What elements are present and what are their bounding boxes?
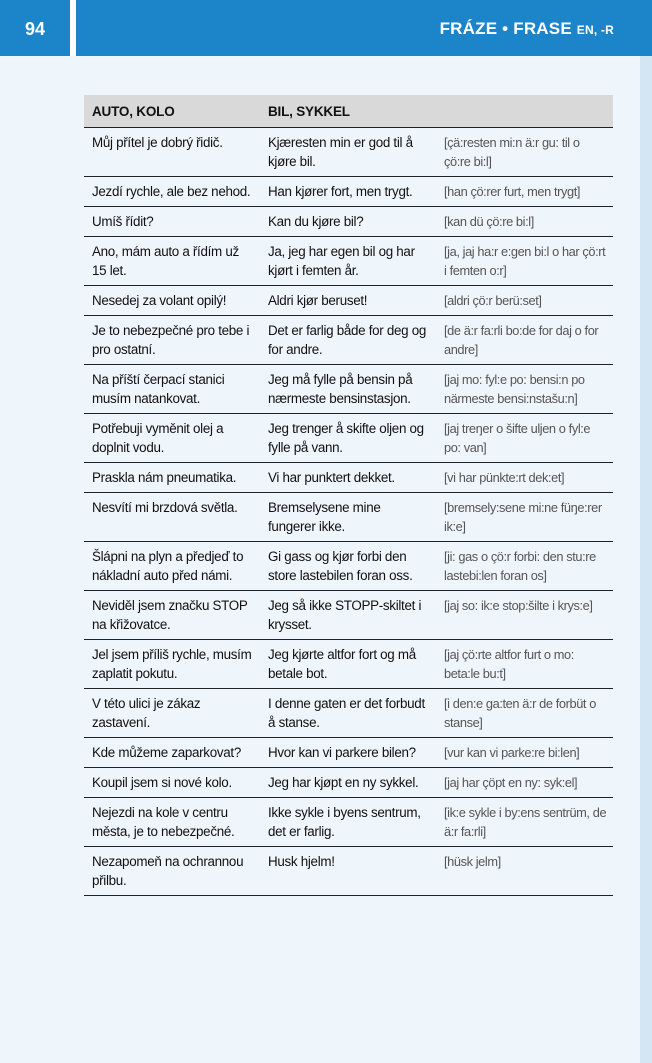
pronunciation: [çä:resten mi:n ä:r gu: til o çö:re bi:l] xyxy=(436,128,613,177)
pronunciation: [jaj çö:rte altfor furt o mo: beta:le bu:t] xyxy=(436,640,613,689)
column-header-czech: AUTO, KOLO xyxy=(84,95,260,128)
pronunciation: [han çö:rer furt, men trygt] xyxy=(436,177,613,207)
page-number: 94 xyxy=(24,18,46,39)
norwegian-phrase: Han kjører fort, men trygt. xyxy=(260,177,436,207)
norwegian-phrase: Bremselysene mine fungerer ikke. xyxy=(260,493,436,542)
czech-phrase: V této ulici je zákaz zastavení. xyxy=(84,689,260,738)
norwegian-phrase: Jeg så ikke STOPP-skiltet i krysset. xyxy=(260,591,436,640)
pronunciation: [bremsely:sene mi:ne füŋe:rer ik:e] xyxy=(436,493,613,542)
pronunciation: [aldri çö:r berü:set] xyxy=(436,286,613,316)
czech-phrase: Neviděl jsem značku STOP na křižovatce. xyxy=(84,591,260,640)
table-row xyxy=(84,689,613,738)
norwegian-phrase: Aldri kjør beruset! xyxy=(260,286,436,316)
page-number-box xyxy=(0,0,76,56)
czech-phrase: Nesedej za volant opilý! xyxy=(84,286,260,316)
czech-phrase: Kde můžeme zaparkovat? xyxy=(84,738,260,768)
norwegian-phrase: Jeg må fylle på bensin på nærmeste bensinstasjon. xyxy=(260,365,436,414)
pronunciation: [jaj treŋer o šifte uljen o fyl:e po: van] xyxy=(436,414,613,463)
pronunciation: [jaj so: ik:e stop:šilte i krys:e] xyxy=(436,591,613,640)
table-row xyxy=(84,177,613,207)
czech-phrase: Koupil jsem si nové kolo. xyxy=(84,768,260,798)
norwegian-phrase: Vi har punktert dekket. xyxy=(260,463,436,493)
running-title-suffix: EN, -R xyxy=(576,23,614,37)
pronunciation: [ja, jaj ha:r e:gen bi:l o har çö:rt i femten o:r] xyxy=(436,237,613,286)
czech-phrase: Umíš řídit? xyxy=(84,207,260,237)
norwegian-phrase: Jeg har kjøpt en ny sykkel. xyxy=(260,768,436,798)
norwegian-phrase: Husk hjelm! xyxy=(260,847,436,896)
czech-phrase: Můj přítel je dobrý řidič. xyxy=(84,128,260,177)
table-row xyxy=(84,640,613,689)
czech-phrase: Na příští čerpací stanici musím natankovat. xyxy=(84,365,260,414)
czech-phrase: Potřebuji vyměnit olej a doplnit vodu. xyxy=(84,414,260,463)
running-title-main: FRÁZE • FRASE xyxy=(439,19,572,38)
czech-phrase: Nesvítí mi brzdová světla. xyxy=(84,493,260,542)
pronunciation: [ji: gas o çö:r forbi: den stu:re lastebi:len foran os] xyxy=(436,542,613,591)
table-row xyxy=(84,463,613,493)
table-row xyxy=(84,591,613,640)
table-row xyxy=(84,316,613,365)
table-header-row xyxy=(84,95,613,128)
page-edge xyxy=(640,56,652,1063)
czech-phrase: Praskla nám pneumatika. xyxy=(84,463,260,493)
czech-phrase: Šlápni na plyn a předjeď to nákladní auto před námi. xyxy=(84,542,260,591)
pronunciation: [jaj har çöpt en ny: syk:el] xyxy=(436,768,613,798)
czech-phrase: Jel jsem příliš rychle, musím zaplatit pokutu. xyxy=(84,640,260,689)
table-row xyxy=(84,414,613,463)
table-row xyxy=(84,493,613,542)
pronunciation: [vi har pünkte:rt dek:et] xyxy=(436,463,613,493)
norwegian-phrase: Hvor kan vi parkere bilen? xyxy=(260,738,436,768)
norwegian-phrase: Kjæresten min er god til å kjøre bil. xyxy=(260,128,436,177)
pronunciation: [de ä:r fa:rli bo:de for daj o for andre] xyxy=(436,316,613,365)
table-row xyxy=(84,798,613,847)
norwegian-phrase: Det er farlig både for deg og for andre. xyxy=(260,316,436,365)
table-row xyxy=(84,768,613,798)
table-row xyxy=(84,128,613,177)
table-row xyxy=(84,286,613,316)
column-header-norwegian: BIL, SYKKEL xyxy=(260,95,436,128)
table-row xyxy=(84,738,613,768)
pronunciation: [jaj mo: fyl:e po: bensi:n po närmeste bensi:nstašu:n] xyxy=(436,365,613,414)
table-row xyxy=(84,207,613,237)
czech-phrase: Jezdí rychle, ale bez nehod. xyxy=(84,177,260,207)
norwegian-phrase: I denne gaten er det forbudt å stanse. xyxy=(260,689,436,738)
table-row xyxy=(84,237,613,286)
norwegian-phrase: Kan du kjøre bil? xyxy=(260,207,436,237)
norwegian-phrase: Gi gass og kjør forbi den store lastebilen foran oss. xyxy=(260,542,436,591)
running-title xyxy=(440,19,614,39)
pronunciation: [ik:e sykle i by:ens sentrüm, de ä:r fa:rli] xyxy=(436,798,613,847)
pronunciation: [vur kan vi parke:re bi:len] xyxy=(436,738,613,768)
pronunciation: [hüsk jelm] xyxy=(436,847,613,896)
norwegian-phrase: Jeg trenger å skifte oljen og fylle på vann. xyxy=(260,414,436,463)
table-row xyxy=(84,542,613,591)
column-header-pronunciation xyxy=(436,95,613,128)
table-row xyxy=(84,365,613,414)
pronunciation: [i den:e ga:ten ä:r de forbüt o stanse] xyxy=(436,689,613,738)
table-row xyxy=(84,847,613,896)
norwegian-phrase: Ja, jeg har egen bil og har kjørt i femten år. xyxy=(260,237,436,286)
phrase-table xyxy=(84,95,613,896)
pronunciation: [kan dü çö:re bi:l] xyxy=(436,207,613,237)
norwegian-phrase: Ikke sykle i byens sentrum, det er farlig. xyxy=(260,798,436,847)
czech-phrase: Ano, mám auto a řídím už 15 let. xyxy=(84,237,260,286)
norwegian-phrase: Jeg kjørte altfor fort og må betale bot. xyxy=(260,640,436,689)
czech-phrase: Nejezdi na kole v centru města, je to nebezpečné. xyxy=(84,798,260,847)
phrase-table-body xyxy=(84,128,613,896)
czech-phrase: Je to nebezpečné pro tebe i pro ostatní. xyxy=(84,316,260,365)
czech-phrase: Nezapomeň na ochrannou přilbu. xyxy=(84,847,260,896)
